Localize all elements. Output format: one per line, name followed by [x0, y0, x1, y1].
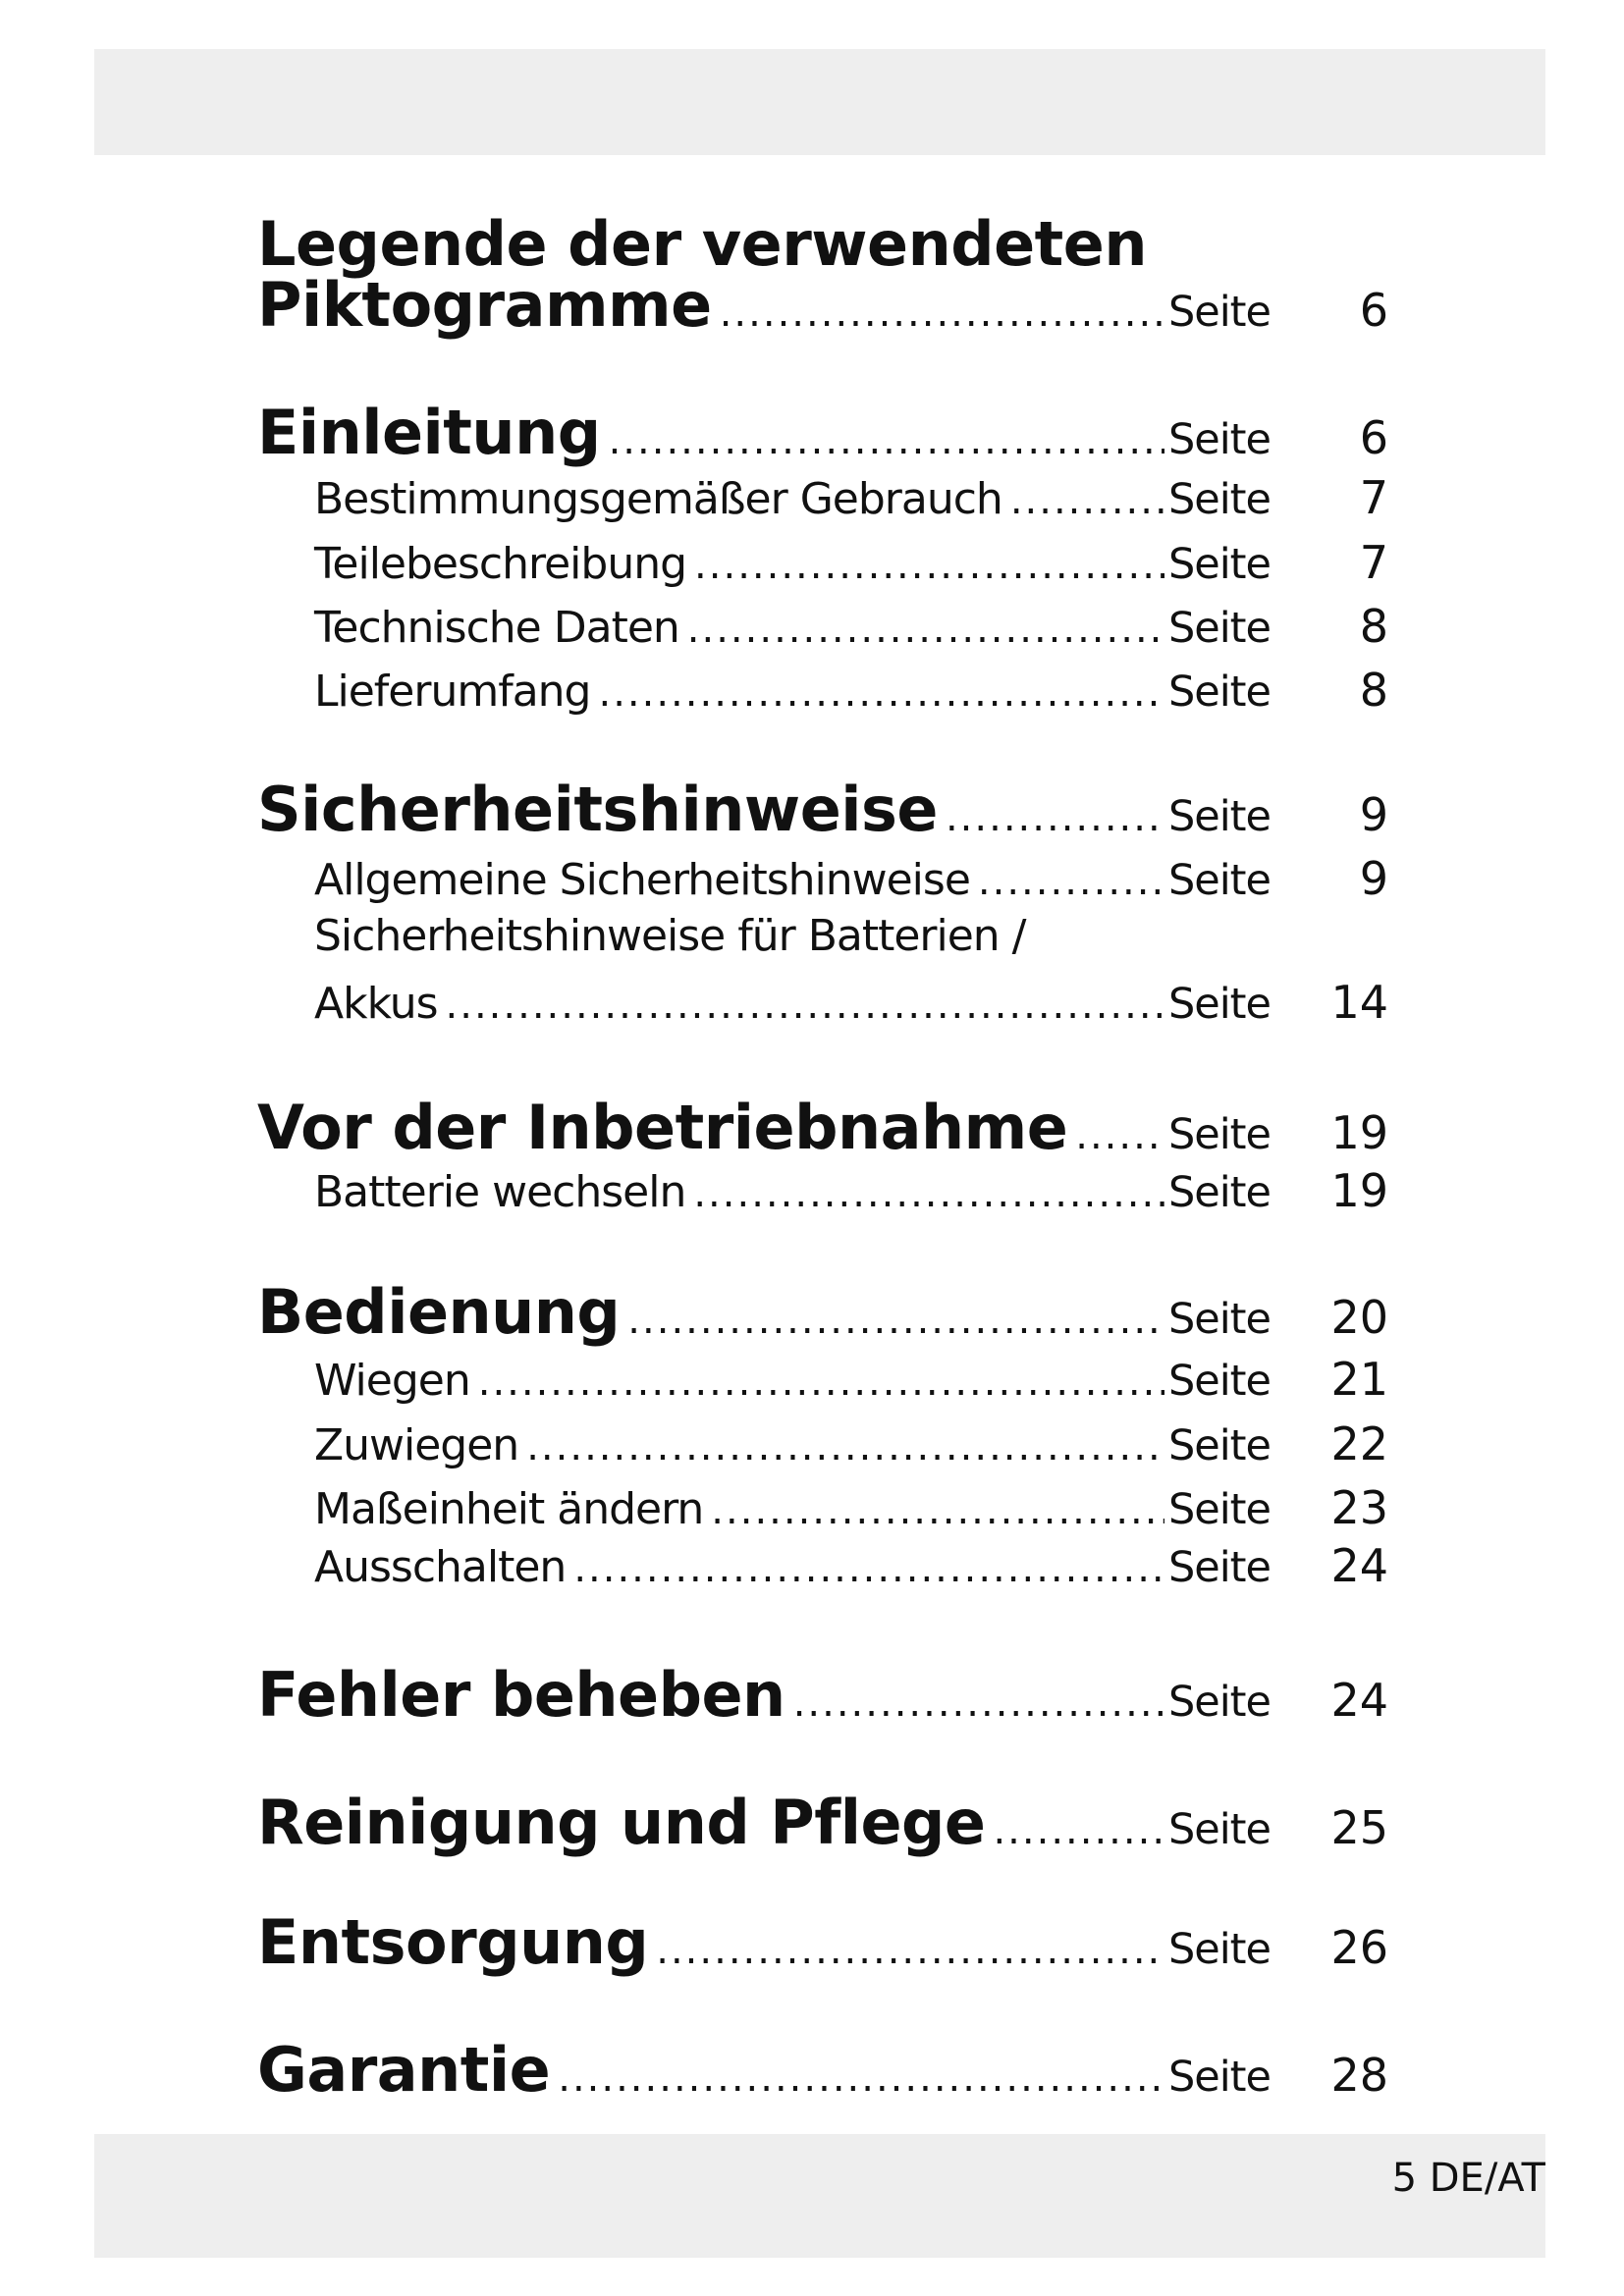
toc-page-number: 6 [1359, 284, 1388, 337]
toc-page-label: Seite [1167, 415, 1271, 464]
toc-page-label: Seite [1167, 604, 1271, 653]
toc-entry-title: Sicherheitshinweise [257, 774, 938, 845]
toc-leader-dots [573, 1546, 1164, 1591]
toc-leader-dots [558, 2056, 1164, 2101]
toc-entry[interactable] [314, 1417, 1388, 1470]
toc-entry[interactable] [314, 1164, 1388, 1217]
footer-page-label: 5 DE/AT [1391, 2156, 1545, 2201]
toc-page-number: 9 [1359, 852, 1388, 905]
toc-page-label: Seite [1167, 1485, 1271, 1534]
toc-page-number: 19 [1330, 1164, 1388, 1217]
toc-entry-title: Akkus [314, 979, 438, 1029]
toc-page-label: Seite [1167, 1678, 1271, 1727]
toc-leader-dots [720, 291, 1164, 336]
toc-page-number: 26 [1330, 1921, 1388, 1974]
toc-page-number: 28 [1330, 2049, 1388, 2102]
toc-page-number: 22 [1330, 1417, 1388, 1470]
toc-page-number: 14 [1330, 976, 1388, 1029]
toc-entry[interactable] [314, 1481, 1388, 1534]
toc-page-number: 9 [1359, 788, 1388, 841]
toc-entry[interactable] [314, 664, 1388, 717]
toc-entry[interactable] [314, 536, 1388, 589]
toc-entry[interactable] [314, 976, 1388, 1029]
toc-leader-dots [656, 1928, 1164, 1973]
toc-leader-dots [446, 983, 1164, 1028]
toc-entry[interactable] [257, 1906, 1388, 1978]
toc-entry[interactable] [257, 774, 1388, 845]
toc-leader-dots [694, 543, 1164, 588]
toc-page-label: Seite [1167, 475, 1271, 524]
toc-entry-title-line1: Sicherheitshinweise für Batterien / [314, 911, 1026, 961]
toc-page-label: Seite [1167, 1805, 1271, 1854]
toc-leader-dots [598, 670, 1164, 716]
toc-entry-title: Teilebeschreibung [314, 539, 687, 589]
toc-page-number: 24 [1330, 1674, 1388, 1727]
toc-entry-title: Einleitung [257, 397, 601, 468]
toc-page-label: Seite [1167, 288, 1271, 337]
toc-entry[interactable] [257, 2034, 1388, 2106]
toc-leader-dots [993, 1808, 1164, 1853]
toc-entry-title: Allgemeine Sicherheitshinweise [314, 855, 970, 905]
toc-leader-dots [793, 1681, 1164, 1726]
toc-page-number: 8 [1359, 600, 1388, 653]
toc-entry-title: Batterie wechseln [314, 1167, 686, 1217]
toc-entry[interactable] [257, 1092, 1388, 1163]
toc-leader-dots [478, 1360, 1164, 1405]
toc-entry-title: Reinigung und Pflege [257, 1787, 986, 1858]
toc-page-label: Seite [1167, 1168, 1271, 1217]
toc-leader-dots [1075, 1113, 1164, 1158]
toc-entry-title: Zuwiegen [314, 1420, 519, 1470]
toc-page-label: Seite [1167, 1421, 1271, 1470]
toc-page-label: Seite [1167, 2053, 1271, 2102]
toc-page-number: 25 [1330, 1801, 1388, 1854]
toc-entry[interactable] [257, 1787, 1388, 1858]
toc-entry-title: Maßeinheit ändern [314, 1484, 704, 1534]
toc-entry-title: Lieferumfang [314, 667, 591, 717]
toc-entry-title: Bestimmungsgemäßer Gebrauch [314, 474, 1002, 524]
toc-entry[interactable] [314, 471, 1388, 524]
toc-entry-title-line1: Legende der verwendeten [257, 208, 1147, 280]
toc-page-label: Seite [1167, 1925, 1271, 1974]
toc-page-label: Seite [1167, 1543, 1271, 1592]
toc-entry[interactable] [257, 397, 1388, 468]
toc-page-number: 24 [1330, 1539, 1388, 1592]
toc-page-label: Seite [1167, 856, 1271, 905]
toc-page-number: 6 [1359, 411, 1388, 464]
toc-page-label: Seite [1167, 792, 1271, 841]
toc-page-label: Seite [1167, 1110, 1271, 1159]
toc-page-number: 7 [1359, 536, 1388, 589]
toc-leader-dots [693, 1171, 1164, 1216]
toc-entry[interactable] [314, 852, 1388, 905]
toc-entry[interactable] [314, 1539, 1388, 1592]
toc-entry-title: Garantie [257, 2034, 551, 2106]
toc-leader-dots [978, 859, 1164, 904]
toc-page-label: Seite [1167, 667, 1271, 717]
toc-page-number: 20 [1330, 1291, 1388, 1344]
toc-page-number: 23 [1330, 1481, 1388, 1534]
toc-entry-title: Vor der Inbetriebnahme [257, 1092, 1068, 1163]
toc-leader-dots [609, 418, 1164, 463]
toc-leader-dots [526, 1424, 1164, 1469]
toc-entry-title: Bedienung [257, 1276, 621, 1348]
toc-entry-title: Entsorgung [257, 1906, 649, 1978]
toc-entry-title: Technische Daten [314, 603, 679, 653]
toc-page-number: 7 [1359, 471, 1388, 524]
toc-page-label: Seite [1167, 1357, 1271, 1406]
toc-entry-title: Ausschalten [314, 1542, 567, 1592]
toc-entry-title: Wiegen [314, 1356, 470, 1406]
toc-entry[interactable] [257, 269, 1388, 341]
toc-leader-dots [687, 607, 1164, 652]
toc-page-label: Seite [1167, 1295, 1271, 1344]
toc-page-label: Seite [1167, 980, 1271, 1029]
toc-entry[interactable] [314, 600, 1388, 653]
toc-page-number: 21 [1330, 1353, 1388, 1406]
toc-leader-dots [1010, 478, 1164, 523]
toc-entry[interactable] [257, 1276, 1388, 1348]
toc-entry-title: Piktogramme [257, 269, 712, 341]
toc-page-number: 8 [1359, 664, 1388, 717]
toc-entry[interactable] [257, 1659, 1388, 1731]
toc-page-label: Seite [1167, 540, 1271, 589]
toc-entry-title: Fehler beheben [257, 1659, 785, 1731]
toc-leader-dots [711, 1488, 1164, 1533]
toc-leader-dots [946, 795, 1164, 840]
toc-entry[interactable] [314, 1353, 1388, 1406]
toc-page-number: 19 [1330, 1106, 1388, 1159]
toc-leader-dots [627, 1298, 1164, 1343]
